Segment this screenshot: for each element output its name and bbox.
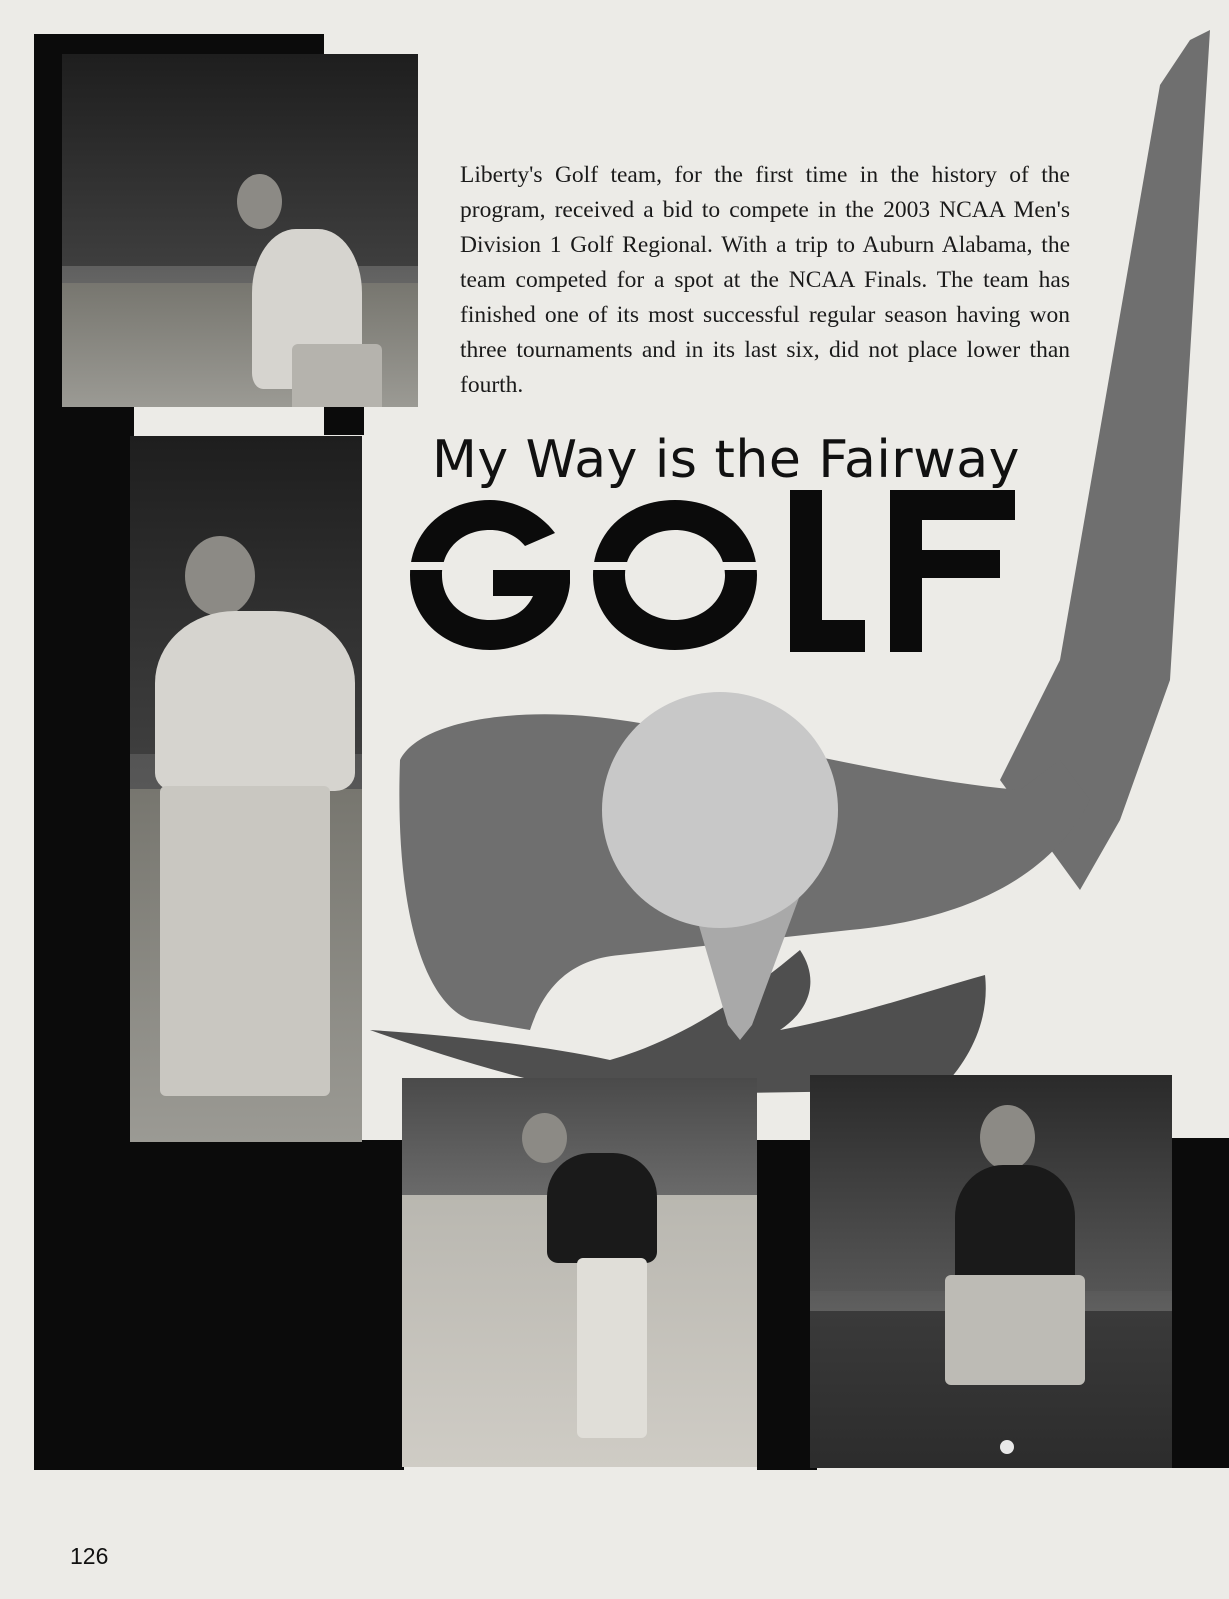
page-number: 126 (70, 1543, 109, 1569)
intro-paragraph: Liberty's Golf team, for the first time in the history of the program, received a bid to compete in the 2003 NCAA Men's Division 1 Golf Regional. With a trip to Auburn Alabama, the team competed for a spot at the NCAA Finals. The team has finished one of its most successful regular season having won three tournaments and in its last six, did not place lower than fourth. (460, 161, 1070, 398)
golf-title-letter-o (593, 500, 757, 650)
page-tagline: My Way is the Fairway (432, 430, 1020, 490)
golf-ball (602, 692, 838, 928)
golf-title (405, 488, 1035, 658)
photo-putting-green (810, 1075, 1172, 1468)
photo-bunker-shot (402, 1078, 757, 1467)
golf-title-letter-g (410, 500, 570, 650)
